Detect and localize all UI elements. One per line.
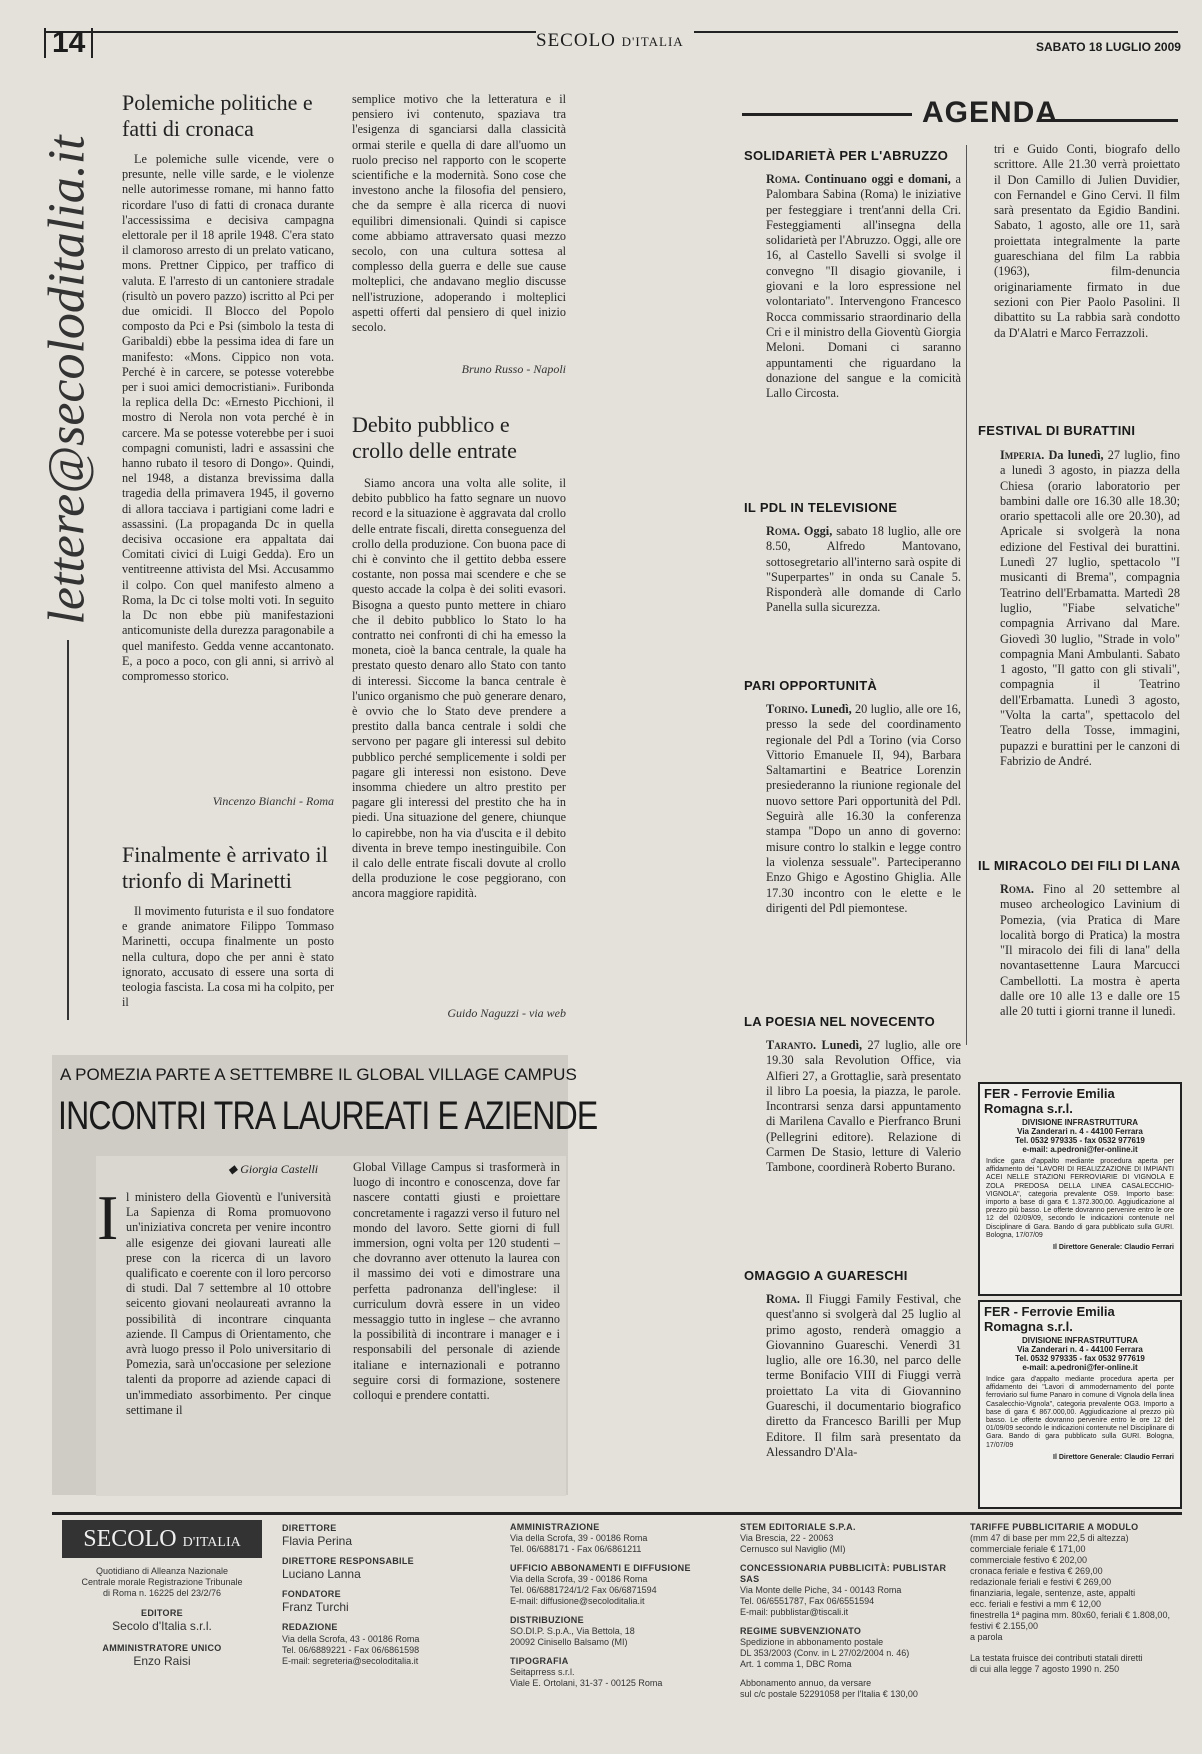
feature-column-2: Global Village Campus si trasformerà in luogo di incontro e conoscenza, dove far nascere contatti giusti e proiettare concretamente i ragazzi verso il futuro nel mondo del lavoro. Sette giorni di full immersion, ogni volta per 120 studenti – che dovranno aver ottenuto la laurea con il massimo dei voti e dimostrare una perfetta padronanza dell'inglese: il curriculum dovrà essere in un video messaggio tutto in inglese – che avranno la possibilità di incontrare i manager e i responsabili del personale di aziende italiane e internazionali e potranno seguire corsi di formazione, sostenere colloqui e prendere contatti. xyxy=(353,1160,560,1403)
agenda-item: Roma. Fino al 20 settembre al museo archeologico Lavinium di Pomezia, (via Pratica di Mare località borgo di Pratica) la mostra "Il miracolo dei fili di lana" della novantasettenne Laura Marcucci Cambellotti. La mostra è aperta dalle ore 10 alle 13 e dalle ore 15 alle 20 tutti i giorni tranne il lunedì. xyxy=(1000,882,1180,1019)
ad-text: Indice gara d'appalto mediante procedura aperta per affidamento dei "Lavori di ammodernamento del ponte ferroviario sul fiume Panaro in comune di Vignola della linea Casalecchio-Vignola", categoria prevalente OG3. Importo a base di gara € 867.000,00. Aggiudicazione al prezzo più basso. Le offerte dovranno pervenire entro le ore 12 del 01/09/09 secondo le indicazioni contenute nel Disciplinare di Gara. Bando di gara pubblicato sulla GURI. Bologna, 17/07/09 xyxy=(986,1376,1174,1449)
letter-title: Debito pubblico e crollo delle entrate xyxy=(352,412,517,463)
legal-ad xyxy=(978,1082,1182,1296)
feature-column-1: l ministero della Gioventù e l'università La Sapienza di Roma promuovono un'iniziativa concreta per venire incontro alle esigenze dei giovani laureati alle prese con la ricerca di un lavoro qualificato e coerente con il loro percorso di studi. Dal 7 settembre al 10 ottobre seicento giovani neolaureati avranno la possibilità di incontrare cinquanta aziende. Il Campus di Orientamento, che avrà luogo presso il Polo universitario di Pomezia, sarà un'occasione per selezione talenti da proporre ad aziende capaci di un'immediato assorbimento. Per cinque settimane il xyxy=(126,1190,331,1417)
feature-dropcap: I xyxy=(97,1182,119,1253)
letter-body: Siamo ancora una volta alle solite, il debito pubblico ha fatto segnare un nuovo record e la situazione è aggravata dal crollo delle entrate fiscali, diretta conseguenza del crollo della produzione. Con buona pace di chi è convinto che il gettito debba essere costante, non possa mai scendere e che se questo accade la colpa è dei soliti evasori. Bisogna a questo punto mettere in chiaro che il debito pubblico lo Stato lo ha contratto nei confronti di chi ha emesso la moneta, cioè la banca centrale, la quale ha prestato questo denaro allo Stato con tanto di interessi. Siccome la banca centrale è l'unico organismo che può generare denaro, è ovvio che lo Stato deve prendere a prestito dalla banca centrale i soldi che servono per pagare gli interessi sul debito pubblico perché semplicemente i soldi per pagare gli interessi non esistono. Deve insomma chiedere un altro prestito per pagare gli interessi del prestito che ha in piedi. Una situazione del genere, chiunque lo capirebbe, non ha via d'uscita e il debito diventa in breve tempo inestinguibile. Con il calo delle entrate fiscali dovute al crollo della produzione le cose peggiorano, con ancora maggiore rapidità. xyxy=(352,476,566,901)
ad-subtitle: DIVISIONE INFRASTRUTTURA Via Zanderari n. 4 - 44100 Ferrara Tel. 0532 979335 - fax 0532 977619 e-mail: a.pedroni@fer-online.it xyxy=(1015,1118,1145,1154)
ad-subtitle: DIVISIONE INFRASTRUTTURA Via Zanderari n. 4 - 44100 Ferrara Tel. 0532 979335 - fax 0532 977619 e-mail: a.pedroni@fer-online.it xyxy=(1015,1336,1145,1372)
ad-title: FER - Ferrovie Emilia Romagna s.r.l. xyxy=(984,1086,1115,1116)
footer-logo: SECOLO D'ITALIA xyxy=(62,1520,262,1558)
footer-col-print: STEM EDITORIALE S.P.A. Via Brescia, 22 - 20063 Cernusco sul Naviglio (MI) CONCESSIONARIA PUBBLICITÀ: PUBLISTAR SAS Via Monte delle Piche, 34 - 00143 Roma Tel. 06/6551787, Fax 06/6551594 E-mail: pubblistar@tiscali.it REGIME SUBVENZIONATO Spedizione in abbonamento postale DL 353/2003 (Conv. in L 27/02/2004 n. 46) Art. 1 comma 1, DBC Roma Abbonamento annuo, da versare sul c/c postale 52291058 per l'Italia € 130,00 xyxy=(740,1522,947,1699)
ad-title: FER - Ferrovie Emilia Romagna s.r.l. xyxy=(984,1304,1115,1334)
letter-body-continued: semplice motivo che la letteratura e il pensiero ivi contenuto, spaziava tra l'esigenza di sganciarsi dalla classicità ormai sterile e quella di dare all'uomo un ruolo preciso nel rapporto con le scoperte scientifiche e la modernità. Sono cose che investono anche la filosofia del pensiero, che da sempre è alla ricerca di nuovi equilibri dimensionali. Quindi si capisce come abbiamo attraversato quasi mezzo secolo, con una cultura sottesa al complesso della guerra e delle sue cause molteplici, che andavano meglio discusse nell'istruzione, adoperando i molteplici aspetti offerti dal pensiero di quel inizio secolo. xyxy=(352,92,566,335)
letter-signature: Bruno Russo - Napoli xyxy=(461,362,566,376)
legal-ad xyxy=(978,1300,1182,1509)
page-number: 14 xyxy=(44,28,93,58)
masthead xyxy=(536,30,684,52)
letters-email-sidebar xyxy=(38,100,96,660)
ad-signature: Il Direttore Generale: Claudio Ferrari xyxy=(1053,1453,1174,1461)
agenda-item: Taranto. Lunedì, 27 luglio, alle ore 19.30 sala Revolution Office, via Alfieri 27, a Grottaglie, sarà presentato il libro La poesia, la piazza, le parole. Incontrarsi senza darsi appuntamento di Marilena Cavallo e Pierfranco Bruni (Pellegrini editore). Relazione di Carmen De Stasio, letture di Valerio Tambone, coordinerà Roberto Burano. xyxy=(766,1038,961,1175)
agenda-rule-right xyxy=(1040,119,1178,122)
sidebar-rule xyxy=(67,640,69,1020)
letters-email[interactable]: lettere@secoloditalia.it xyxy=(38,135,96,625)
footer-col-direction: DIRETTORE Flavia Perina DIRETTORE RESPONSABILE Luciano Lanna FONDATORE Franz Turchi REDAZIONE Via della Scrofa, 43 - 00186 Roma Tel. 06/6889221 - Fax 06/6861598 E-mail: segreteria@secoloditalia.it xyxy=(282,1523,420,1666)
footer-col-admin: AMMINISTRAZIONE Via della Scrofa, 39 - 00186 Roma Tel. 06/688171 - Fax 06/6861211 UFFICIO ABBONAMENTI E DIFFUSIONE Via della Scrofa, 39 - 00186 Roma Tel. 06/6881724/1/2 Fax 06/6871594 E-mail: diffusione@secoloditalia.it DISTRIBUZIONE SO.DI.P. S.p.A., Via Bettola, 18 20092 Cinisello Balsamo (MI) TIPOGRAFIA Seitaprress s.r.l. Viale E. Ortolani, 31-37 - 00125 Roma xyxy=(510,1522,691,1688)
feature-title: INCONTRI TRA LAUREATI E AZIENDE xyxy=(58,1094,598,1138)
agenda-rule-left xyxy=(742,113,912,116)
feature-author: ◆ Giorgia Castelli xyxy=(228,1162,319,1176)
letter-signature: Vincenzo Bianchi - Roma xyxy=(212,794,334,808)
letter-title: Finalmente è arrivato il trionfo di Marinetti xyxy=(122,842,328,893)
letter-title: Polemiche politiche e fatti di cronaca xyxy=(122,90,313,141)
masthead-suffix: D'ITALIA xyxy=(621,34,684,49)
agenda-item: Roma. Continuano oggi e domani, a Palombara Sabina (Roma) le iniziative per festeggiare i trent'anni della Cri. Festeggiamenti all'insegna della solidarietà per l'Abruzzo. Oggi, alle ore 16, al Castello Savelli si svolge il convegno "Il disagio giovanile, i giovani e la loro espressione nel volontariato". Intervengono Francesco Rocca commissario straordinario della Cri e il ministro della Gioventù Giorgia Meloni. Domani ci saranno appuntamenti che riguardano la donazione del sangue e la comicità Lallo Circosta. xyxy=(766,172,961,401)
footer-col-rates: TARIFFE PUBBLICITARIE A MODULO (mm 47 di base per mm 22,5 di altezza) commerciale feriale € 171,00 commerciale festivo € 202,00 cronaca feriale e festiva € 269,00 redazionale feriali e festivi € 269,00 finanziaria, legale, sentenze, aste, appalti ecc. feriali e festivi a mm € 12,00 finestrella 1ª pagina mm. 80x60, feriali € 1.808,00, festivi € 2.155,00 a parola La testata fruisce dei contributi statali diretti di cui alla legge 7 agosto 1990 n. 250 xyxy=(970,1522,1170,1674)
header-rule-right xyxy=(694,31,1178,33)
ad-signature: Il Direttore Generale: Claudio Ferrari xyxy=(1053,1244,1174,1252)
footer-col-publisher: Quotidiano di Alleanza Nazionale Centrale morale Registrazione Tribunale di Roma n. 16225 del 23/2/76 EDITORE Secolo d'Italia s.r.l. AMMINISTRATORE UNICO Enzo Raisi xyxy=(81,1566,243,1668)
agenda-item: Roma. Oggi, sabato 18 luglio, alle ore 8.50, Alfredo Mantovano, sottosegretario all'interno sarà ospite di "Superpartes" in onda su Canale 5. Risponderà alle domande di Carlo Panella sulla sicurezza. xyxy=(766,524,961,615)
agenda-column-rule xyxy=(966,145,967,1045)
letter-body: Il movimento futurista e il suo fondatore e grande animatore Filippo Tommaso Marinetti, occupa finalmente un posto nella cultura, dopo che per anni è stato ignorato, accusato di essere una sorta di teologia fascista. La cosa mi ha colpito, per il xyxy=(122,904,334,1010)
agenda-item: Imperia. Da lunedì, 27 luglio, fino a lunedì 3 agosto, in piazza della Chiesa (orario laboratorio per bambini dalle ore 16.30 alle 18.30; orario spettacoli alle ore 20.30), ad Apricale si svolgerà la nona edizione del Festival dei burattini. Lunedì 27 luglio, spettacolo "I musicanti di Brema", compagnia Teatrino dell'Erbamatta. Martedì 28 luglio, "Fiabe selvatiche" compagnia Arrivano dal Mare. Giovedì 30 luglio, "Strade in volo" compagnia Mani Ambulanti. Sabato 1 agosto, "Il gatto con gli stivali", compagnia il Teatrino dell'Erbamatta. Lunedì 3 agosto, "Volta la carta", spettacolo del Teatro della Tosse, immagini, pupazzi e burattini per le canzoni di Fabrizio de André. xyxy=(1000,448,1180,768)
feature-kicker: A POMEZIA PARTE A SETTEMBRE IL GLOBAL VILLAGE CAMPUS xyxy=(60,1065,577,1084)
letter-signature: Guido Naguzzi - via web xyxy=(447,1006,566,1020)
ad-text: Indice gara d'appalto mediante procedura aperta per affidamento dei "LAVORI DI REALIZZAZIONE DI IMPIANTI ACEI NELLE STAZIONI FERROVIARIE DI VIGNOLA E ZOLA PREDOSA DELLA LINEA CASALECCHIO-VIGNOLA", categoria prevalente OS9. Importo base: importo a base di gara € 1.372.300,00. Aggiudicazione al prezzo più basso. Le offerte dovranno pervenire entro le ore 12 del 02/09/09, secondo le indicazioni contenute nel Disciplinare di Gara. Bando di gara pubblicato sulla GURI. Bologna, 17/07/09 xyxy=(986,1158,1174,1239)
agenda-item: Torino. Lunedì, 20 luglio, alle ore 16, presso la sede del coordinamento regionale del Pdl a Torino (via Corso Vittorio Emanuele II, 94), Barbara Saltamartini e Beatrice Lorenzin presiederanno la riunione regionale del nuovo settore Pari opportunità del Pdl. Seguirà alle 16.30 la conferenza stampa "Dopo un anno di governo: misure contro lo stalkin e legge contro la violenza sessuale". Parteciperanno Enzo Ghigo e Agostino Ghiglia. Alle 17.30 incontro con le elette e le dirigenti del Pdl piemontese. xyxy=(766,702,961,915)
agenda-item: Roma. Il Fiuggi Family Festival, che quest'anno si svolgerà dal 25 luglio al primo agosto, renderà omaggio a Giovannino Guareschi. Venerdì 31 luglio, alle ore 16.30, nel parco delle terme Bonifacio VIII di Fiuggi verrà proiettato La vita di Giovannino Guareschi, il documentario biografico diretto da Francesco Barilli per Mup Editore. Il film sarà presentato da Alessandro D'Ala- xyxy=(766,1292,961,1459)
agenda-heading: IL MIRACOLO DEI FILI DI LANA xyxy=(978,858,1181,873)
header-rule-left xyxy=(44,31,536,33)
agenda-heading: FESTIVAL DI BURATTINI xyxy=(978,423,1136,438)
letter-body: Le polemiche sulle vicende, vere o presunte, nelle ville sarde, e le violenze nelle autorimesse romane, mi hanno fatto ricordare l'uso di fatti di cronaca durante l'accessissima e decisiva campagna elettorale per il 18 aprile 1948. C'era stato il clamoroso arresto di un prelato vaticano, mons. Prettner Cippico, per traffico di valuta. E l'arresto di un cantoniere stradale (risultò un povero pazzo) iscritto al Pci per due omicidi. Il Blocco del Popolo composto da Pci e Psi (simbolo la testa di Garibaldi) ebbe la pessima idea di fare un manifesto: «Mons. Cippico non vota. Perché è in carcere, se potesse voterebbe per i suoi amici democristiani». Furibonda la replica della Dc: «Ernesto Picchioni, il mostro di Nerola non vota perché è in carcere. Ma se potesse voterebbe per i suoi compagni comunisti, ladri e assassini che hanno rubato il tesoro di Dongo». Quindi, nel 1948, a distanza brevissima dalla tragedia della primavera 1945, il governo di allora tacciava i partigiani come ladri e assassini. (La propaganda Dc in quella decisiva occasione era appaltata dai Comitati civici di Luigi Gedda). Ero un ventitreenne attivista del Msi. Accusammo il colpo. Con quel manifesto almeno a Roma, la Dc ci tolse molti voti. In seguito la Dc non ebbe più manifestazioni anticomuniste della durezza paragonabile a quel manifesto. Gedda venne accantonato. E, a poco a poco, con gli anni, si arrivò al compromesso storico. xyxy=(122,152,334,683)
agenda-title: AGENDA xyxy=(922,96,1059,129)
agenda-heading: IL PDL IN TELEVISIONE xyxy=(744,500,898,515)
agenda-heading: SOLIDARIETÀ PER L'ABRUZZO xyxy=(744,148,949,163)
issue-date: SABATO 18 LUGLIO 2009 xyxy=(1036,40,1181,54)
agenda-heading: OMAGGIO A GUARESCHI xyxy=(744,1268,908,1283)
agenda-item: tri e Guido Conti, biografo dello scrittore. Alle 21.30 verrà proiettato il Don Camillo di Julien Duvidier, con Fernandel e Gino Cervi. Il film sarà presentato da Egidio Bandini. Sabato, 1 agosto, alle ore 11, sarà proiettata integralmente la parte guareschiana del film La rabbia (1963), film-denuncia originariamente firmato in due sezioni con Pier Paolo Pasolini. Il dibattito su La rabbia sarà condotto da D'Alatri e Marco Ferrazzoli. xyxy=(994,142,1180,340)
agenda-heading: PARI OPPORTUNITÀ xyxy=(744,678,878,693)
agenda-heading: LA POESIA NEL NOVECENTO xyxy=(744,1014,936,1029)
masthead-name: SECOLO xyxy=(536,30,616,51)
